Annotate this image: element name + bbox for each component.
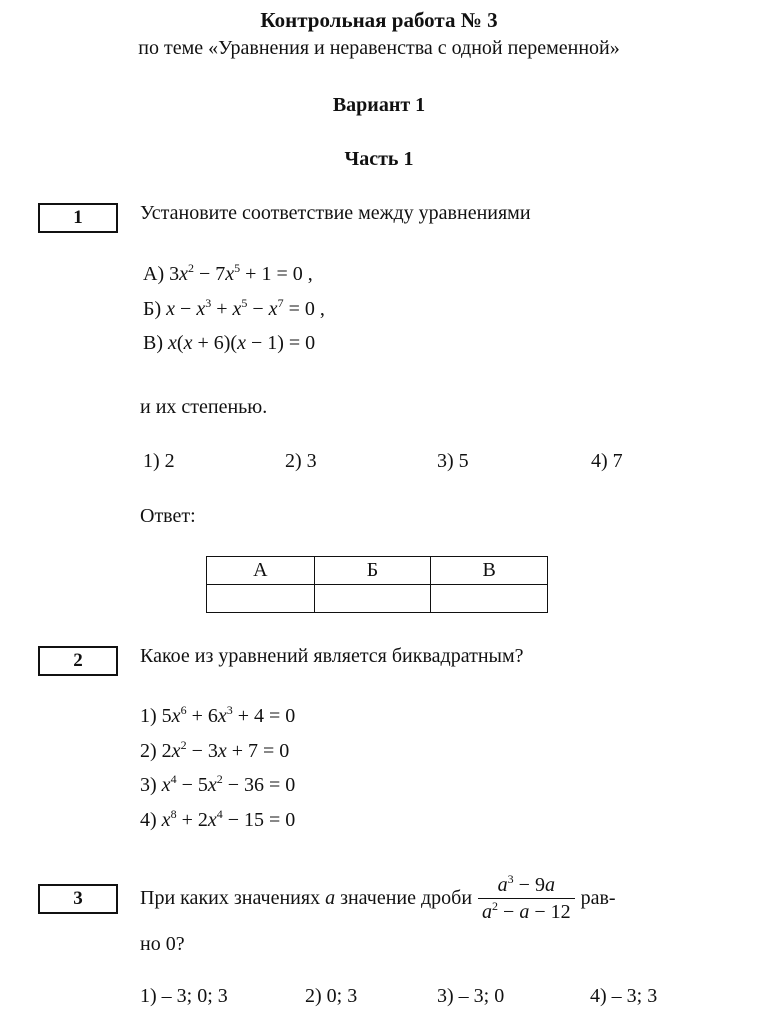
- task1-option-1: 1) 2: [143, 450, 175, 472]
- task1-option-2: 2) 3: [285, 450, 317, 472]
- task1-option-3: 3) 5: [437, 450, 469, 472]
- task2-option-3: 3) $x^4 - 5x^2 - 36 = 0$: [140, 772, 296, 796]
- task3-prompt-line2: но 0?: [140, 933, 185, 955]
- answer-table-input-row: [207, 585, 548, 613]
- task2-label-1: 1): [140, 705, 157, 727]
- task1-equation-a: А) $3x^2 - 7x^5 + 1 = 0$ ,: [143, 261, 313, 285]
- task3-prompt: При каких значениях a значение дроби $\frac{a^3 - 9a}{a^2 - a - 12}$ рав-: [140, 871, 616, 923]
- task2-prompt: Какое из уравнений является биквадратным?: [140, 645, 524, 667]
- task1-tail: и их степенью.: [140, 396, 268, 418]
- task1-option-4: 4) 7: [591, 450, 623, 472]
- answer-cell-a[interactable]: [207, 585, 315, 613]
- task3-fraction: $\frac{a^3 - 9a}{a^2 - a - 12}$: [478, 872, 575, 925]
- task1-equation-c: В) x(x + 6)(x − 1) = 0: [143, 332, 316, 354]
- task2-label-4: 4): [140, 809, 157, 831]
- task-number-3: 3: [38, 884, 118, 914]
- task3-option-2: 2) 0; 3: [305, 985, 358, 1007]
- answer-header-b: Б: [314, 557, 431, 585]
- variant-heading: Вариант 1: [332, 94, 426, 116]
- task2-label-3: 3): [140, 774, 157, 796]
- page-subtitle: по теме «Уравнения и неравенства с одной переменной»: [138, 37, 620, 59]
- answer-table-header-row: [207, 557, 548, 585]
- task1-prompt: Установите соответствие между уравнениями: [140, 202, 531, 224]
- task2-option-4: 4) $x^8 + 2x^4 - 15 = 0$: [140, 807, 296, 831]
- task1-label-b: Б): [143, 298, 162, 320]
- task1-label-c: В): [143, 332, 163, 354]
- task2-option-1: 1) $5x^6 + 6x^3 + 4 = 0$: [140, 703, 296, 727]
- task3-prompt-start: При каких значениях: [140, 886, 321, 909]
- answer-table: [206, 556, 548, 613]
- part-heading: Часть 1: [344, 148, 414, 170]
- answer-header-c: В: [431, 557, 548, 585]
- task3-prompt-end: рав-: [580, 886, 616, 909]
- task2-option-2: 2) $2x^2 - 3x + 7 = 0$: [140, 738, 290, 762]
- task3-option-4: 4) – 3; 3: [590, 985, 658, 1007]
- answer-cell-b[interactable]: [314, 585, 431, 613]
- task2-label-2: 2): [140, 740, 157, 762]
- task-number-2: 2: [38, 646, 118, 676]
- page-title: Контрольная работа № 3: [260, 8, 498, 32]
- answer-header-a: А: [207, 557, 315, 585]
- task1-label-a: А): [143, 263, 165, 285]
- task-number-1: 1: [38, 203, 118, 233]
- task3-option-1: 1) – 3; 0; 3: [140, 985, 228, 1007]
- task1-equation-b: Б) $x - x^3 + x^5 - x^7 = 0$ ,: [143, 296, 325, 320]
- answer-cell-c[interactable]: [431, 585, 548, 613]
- task3-prompt-mid: значение дроби: [340, 886, 473, 909]
- answer-label: Ответ:: [140, 505, 196, 527]
- task3-option-3: 3) – 3; 0: [437, 985, 505, 1007]
